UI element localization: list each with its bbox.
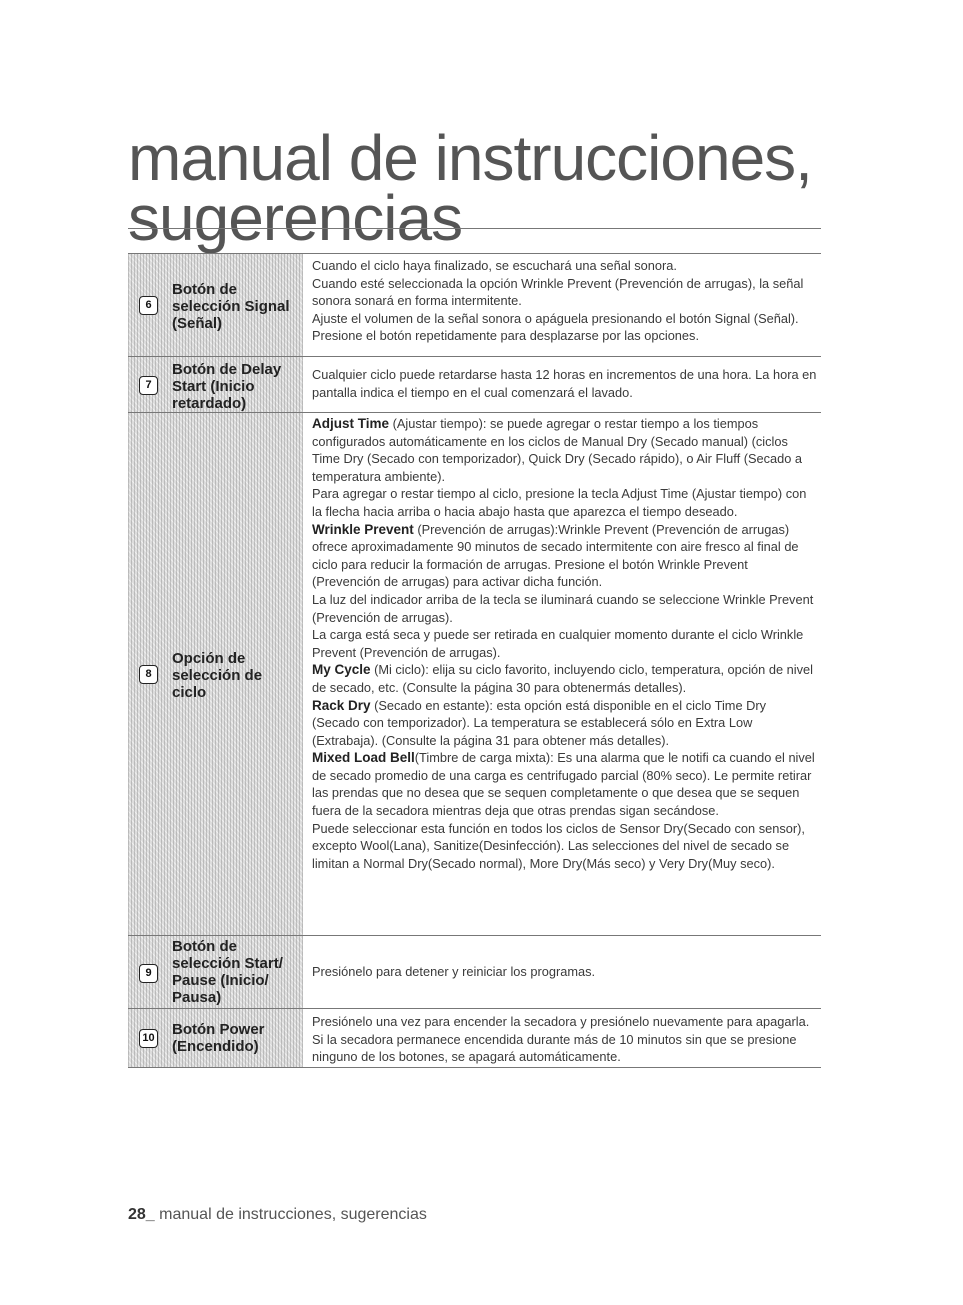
title-divider — [128, 228, 821, 229]
footer-text: manual de instrucciones, sugerencias — [154, 1206, 427, 1223]
row-label: Opción de selección de ciclo — [172, 650, 263, 701]
paragraph: Presiónelo una vez para encender la secadora y presiónelo nuevamente para apagarla. Si la secadora permanece encendida durante más de 10 minutos sin que se presione ninguno de los botones, se apagará automáticamente. — [312, 1014, 810, 1065]
paragraph: La luz del indicador arriba de la tecla se iluminará cuando se seleccione Wrinkle Prevent (Prevención de arrugas). — [312, 591, 814, 625]
paragraph: Adjust Time (Ajustar tiempo): se puede agregar o restar tiempo a los tiempos configurados automáticamente en los ciclos de Manual Dry (Secado manual) (ciclos Time Dry (Secado con temporizador), Quick Dry (Secado rápido), o Air Fluff (Secado a temperatura ambiente). — [312, 416, 803, 484]
term-label: Adjust Time — [312, 416, 390, 431]
table-row-delay-start — [128, 356, 821, 413]
term-label: Rack Dry — [312, 697, 371, 713]
paragraph: Ajuste el volumen de la señal sonora o apáguela presionando el botón Signal (Señal). — [312, 310, 799, 326]
row-label-cell — [128, 413, 303, 936]
table-row-cycle-option — [128, 412, 821, 936]
row-description — [312, 415, 817, 872]
row-description — [312, 366, 817, 401]
row-label-cell — [128, 254, 303, 357]
table-row-signal — [128, 253, 821, 357]
page-title-line2: sugerencias — [128, 182, 463, 254]
page-number: 28_ — [128, 1206, 155, 1223]
paragraph: Wrinkle Prevent (Prevención de arrugas):Wrinkle Prevent (Prevención de arrugas) ofrece aproximadamente 90 minutos de secado intermitente con aire fresco al final de ciclo para reducir la formación de arrugas. Presione el botón Wrinkle Prevent (Prevención de arrugas) para activar dicha función. — [312, 521, 799, 590]
row-label-cell — [128, 357, 303, 413]
number-badge: 10 — [139, 1029, 158, 1048]
paragraph: Mixed Load Bell(Timbre de carga mixta): Es una alarma que le notifi ca cuando el nivel de secado promedio de una carga es centrifugado parcial (80% seco). Le permite retirar las prendas que no desea que se sequen completamente o que desea que se sequen fuera de la secadora mientras deja que otras prendas sigan secándose. — [312, 750, 815, 819]
paragraph: My Cycle (Mi ciclo): elija su ciclo favorito, incluyendo ciclo, temperatura, opción de nivel de secado, etc. (Consulte la página 30 para obtenermás detalles). — [312, 662, 813, 695]
page-footer — [128, 1206, 427, 1224]
table-row-start-pause — [128, 935, 821, 1009]
row-label: Botón de selección Start/ Pause (Inicio/ Pausa) — [172, 938, 283, 1006]
table-row-power — [128, 1008, 821, 1068]
paragraph: Presiónelo para detener y reiniciar los programas. — [312, 964, 596, 979]
row-label: Botón de selección Signal (Señal) — [172, 281, 290, 332]
term-label: Wrinkle Prevent — [312, 521, 414, 537]
number-badge: 6 — [139, 296, 158, 315]
paragraph: Cualquier ciclo puede retardarse hasta 12 horas en incrementos de una hora. La hora en pantalla indica el tiempo en el cual comenzará el lavado. — [312, 367, 817, 400]
number-badge: 9 — [139, 964, 158, 983]
row-label-cell — [128, 1009, 303, 1067]
paragraph: Cuando esté seleccionada la opción Wrinkle Prevent (Prevención de arrugas), la señal sonora sonará en forma intermitente. — [312, 275, 804, 309]
row-label: Botón Power (Encendido) — [172, 1021, 265, 1055]
row-label-cell — [128, 936, 303, 1009]
paragraph: Puede seleccionar esta función en todos los ciclos de Sensor Dry(Secado con sensor), excepto Wool(Lana), Sanitize(Desinfección). Las selecciones del nivel de secado se limitan a Normal Dry(Secado normal), More Dry(Más seco) y Very Dry(Muy seco). — [312, 820, 805, 871]
number-badge: 7 — [139, 376, 158, 395]
number-badge: 8 — [139, 665, 158, 684]
paragraph: Para agregar o restar tiempo al ciclo, presione la tecla Adjust Time (Ajustar tiempo) con la flecha hacia arriba o hacia abajo hasta que aparezca el tiempo deseado. — [312, 486, 807, 519]
row-description — [312, 1013, 817, 1066]
row-label: Botón de Delay Start (Inicio retardado) — [172, 361, 282, 412]
page-title-line1: manual de instrucciones, — [128, 122, 812, 194]
paragraph: Rack Dry (Secado en estante): esta opción está disponible en el ciclo Time Dry (Secado con temporizador). La temperatura se establecerá sólo en Extra Low (Extrabaja). (Consulte la página 31 para obtener más detalles). — [312, 697, 767, 748]
row-description — [312, 257, 817, 345]
paragraph: Presione el botón repetidamente para desplazarse por las opciones. — [312, 328, 699, 344]
row-description — [312, 963, 817, 981]
term-label: My Cycle — [312, 662, 371, 678]
paragraph: Cuando el ciclo haya finalizado, se escuchará una señal sonora. — [312, 258, 677, 273]
paragraph: La carga está seca y puede ser retirada en cualquier momento durante el ciclo Wrinkle Prevent (Prevención de arrugas). — [312, 627, 804, 660]
term-label: Mixed Load Bell — [312, 750, 415, 766]
